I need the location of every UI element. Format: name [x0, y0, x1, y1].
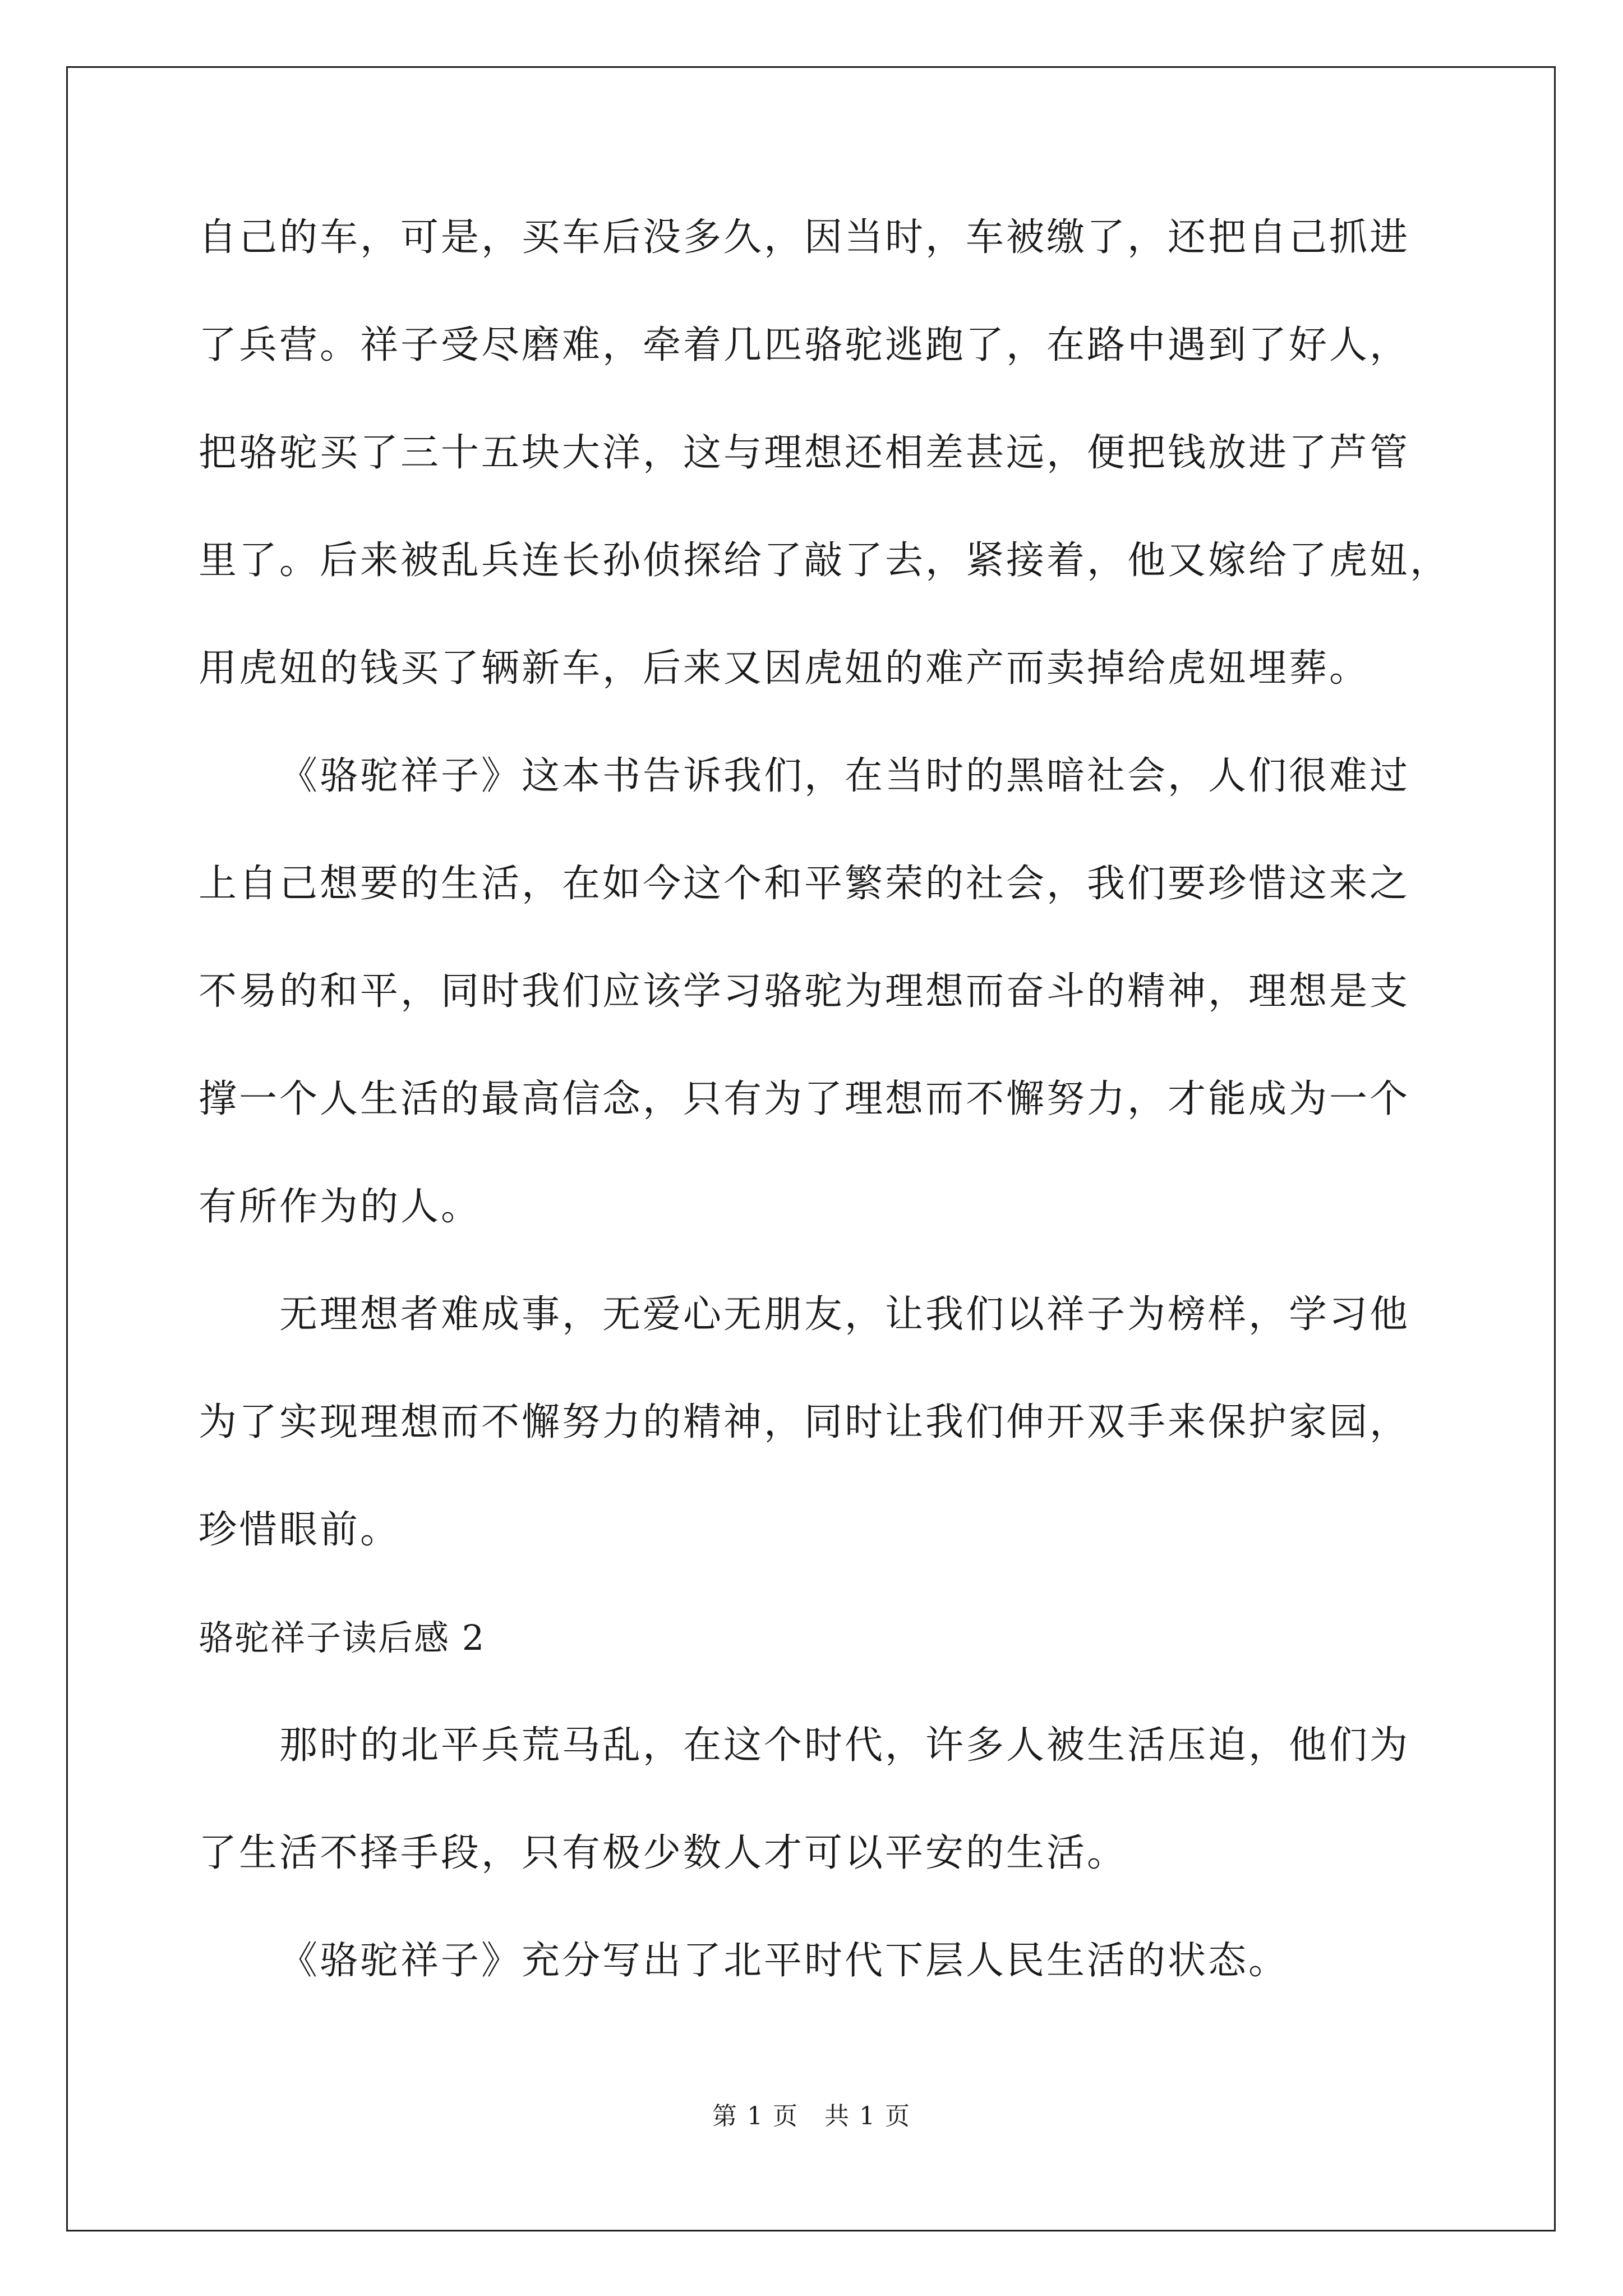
- document-body: [199, 215, 1455, 2050]
- paragraph-line: 里了。后来被乱兵连长孙侦探给了敲了去，紧接着，他又嫁给了虎妞，: [199, 539, 1451, 583]
- paragraph-line: 撑一个人生活的最高信念，只有为了理想而不懈努力，才能成为一个: [199, 1077, 1410, 1121]
- paragraph-line: 有所作为的人。: [199, 1185, 482, 1229]
- paragraph-line: 自己的车，可是，买车后没多久，因当时，车被缴了，还把自己抓进: [199, 215, 1410, 260]
- paragraph-line: 把骆驼买了三十五块大洋，这与理想还相差甚远，便把钱放进了芦管: [199, 431, 1410, 475]
- paragraph-line: 不易的和平，同时我们应该学习骆驼为理想而奋斗的精神，理想是支: [199, 969, 1410, 1014]
- paragraph-line: 《骆驼祥子》这本书告诉我们，在当时的黑暗社会，人们很难过: [279, 754, 1410, 798]
- paragraph-line: 了兵营。祥子受尽磨难，牵着几匹骆驼逃跑了，在路中遇到了好人，: [199, 323, 1410, 367]
- paragraph-line: 珍惜眼前。: [199, 1508, 401, 1552]
- paragraph-line: 了生活不择手段，只有极少数人才可以平安的生活。: [199, 1831, 1128, 1875]
- paragraph-line: 那时的北平兵荒马乱，在这个时代，许多人被生活压迫，他们为: [279, 1723, 1410, 1768]
- section-heading: 骆驼祥子读后感 2: [199, 1617, 486, 1658]
- paragraph-line: 《骆驼祥子》充分写出了北平时代下层人民生活的状态。: [279, 1939, 1289, 1983]
- paragraph-line: 无理想者难成事，无爱心无朋友，让我们以祥子为榜样，学习他: [279, 1292, 1410, 1337]
- paragraph-line: 上自己想要的生活，在如今这个和平繁荣的社会，我们要珍惜这来之: [199, 862, 1410, 906]
- page-number: 第 1 页 共 1 页: [712, 2102, 911, 2131]
- paragraph-line: 为了实现理想而不懈努力的精神，同时让我们伸开双手来保护家园，: [199, 1400, 1410, 1444]
- paragraph-line: 用虎妞的钱买了辆新车，后来又因虎妞的难产而卖掉给虎妞埋葬。: [199, 646, 1370, 691]
